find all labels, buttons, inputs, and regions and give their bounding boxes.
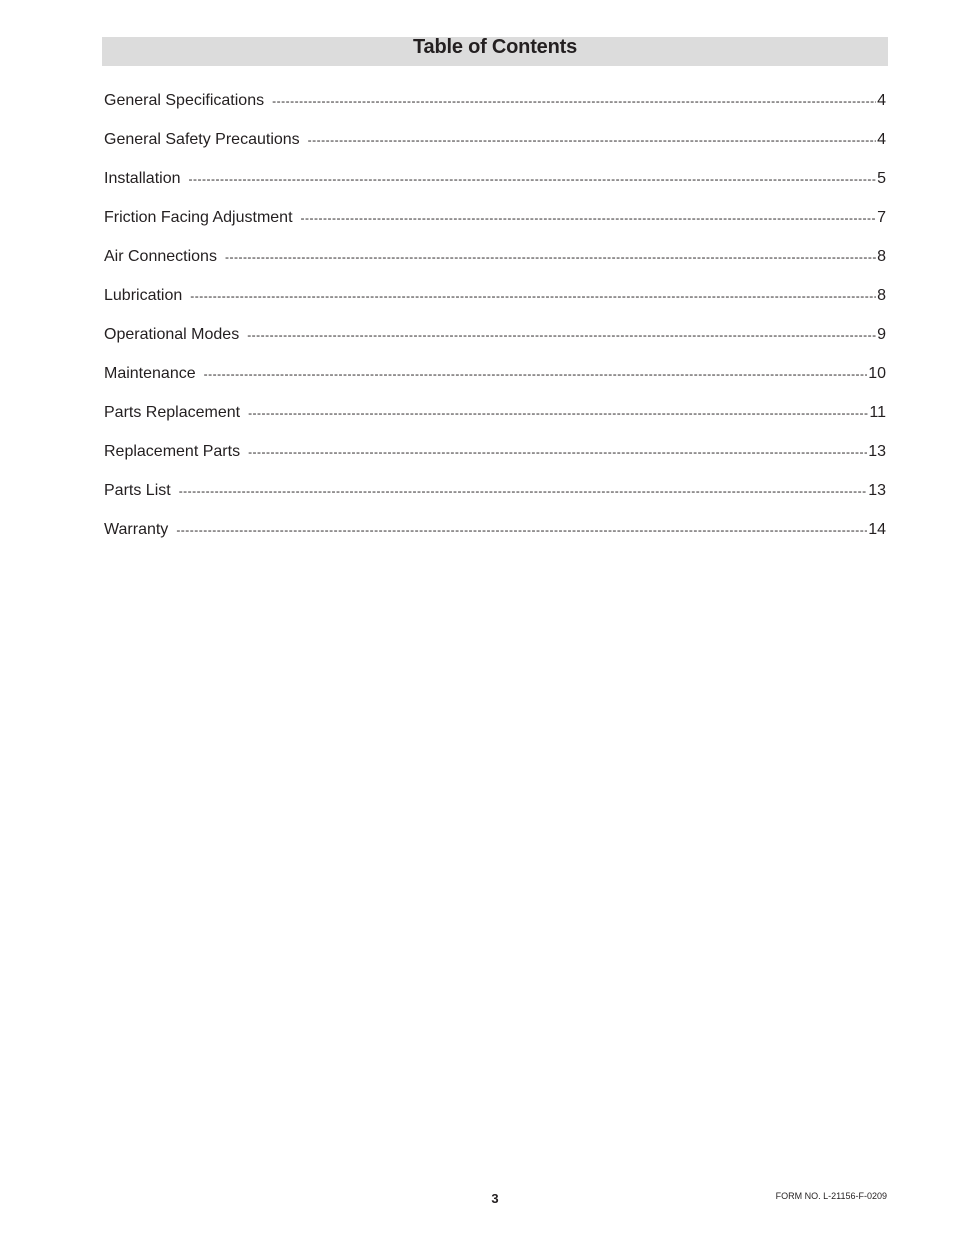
toc-entry-label: Maintenance	[104, 365, 196, 382]
toc-entry-air-connections[interactable]	[104, 244, 886, 283]
toc-entry-label: Warranty	[104, 521, 169, 538]
toc-entry-friction-facing-adjustment[interactable]	[104, 205, 886, 244]
toc-entry-label: Parts Replacement	[104, 404, 241, 421]
toc-entry-page: 13	[868, 443, 886, 460]
toc-entry-label: Installation	[104, 170, 181, 187]
table-of-contents	[104, 88, 886, 556]
toc-entry-operational-modes[interactable]	[104, 322, 886, 361]
page-title: Table of Contents	[412, 36, 577, 58]
page-number: 3	[491, 1191, 499, 1206]
toc-dot-leader	[248, 400, 868, 426]
toc-entry-parts-list[interactable]	[104, 478, 886, 517]
toc-entry-maintenance[interactable]	[104, 361, 886, 400]
toc-entry-label: Lubrication	[104, 287, 183, 304]
toc-entry-warranty[interactable]	[104, 517, 886, 556]
toc-dot-leader	[189, 166, 877, 192]
toc-entry-label: Air Connections	[104, 248, 217, 265]
toc-entry-page: 4	[877, 92, 886, 109]
toc-dot-leader	[176, 517, 867, 543]
toc-entry-page: 7	[877, 209, 886, 226]
toc-entry-page: 5	[877, 170, 886, 187]
toc-dot-leader	[247, 322, 876, 348]
toc-entry-label: General Safety Precautions	[104, 131, 300, 148]
toc-entry-parts-replacement[interactable]	[104, 400, 886, 439]
toc-entry-label: Parts List	[104, 482, 171, 499]
toc-dot-leader	[204, 361, 868, 387]
toc-entry-label: General Specifications	[104, 92, 265, 109]
toc-dot-leader	[190, 283, 876, 309]
toc-entry-general-safety-precautions[interactable]	[104, 127, 886, 166]
toc-entry-page: 4	[877, 131, 886, 148]
toc-entry-page: 14	[868, 521, 886, 538]
toc-dot-leader	[225, 244, 876, 270]
toc-entry-page: 10	[868, 365, 886, 382]
toc-entry-label: Replacement Parts	[104, 443, 241, 460]
toc-entry-page: 11	[869, 404, 886, 421]
toc-dot-leader	[248, 439, 867, 465]
toc-entry-label: Friction Facing Adjustment	[104, 209, 293, 226]
title-bar	[102, 37, 888, 66]
toc-entry-label: Operational Modes	[104, 326, 240, 343]
toc-entry-installation[interactable]	[104, 166, 886, 205]
toc-dot-leader	[301, 205, 877, 231]
toc-dot-leader	[179, 478, 868, 504]
toc-dot-leader	[308, 127, 876, 153]
toc-entry-page: 8	[877, 248, 886, 265]
toc-entry-page: 8	[877, 287, 886, 304]
toc-dot-leader	[272, 88, 876, 114]
form-number: FORM NO. L-21156-F-0209	[775, 1191, 887, 1201]
toc-entry-replacement-parts[interactable]	[104, 439, 886, 478]
toc-entry-general-specifications[interactable]	[104, 88, 886, 127]
toc-entry-page: 9	[877, 326, 886, 343]
toc-entry-lubrication[interactable]	[104, 283, 886, 322]
toc-entry-page: 13	[868, 482, 886, 499]
